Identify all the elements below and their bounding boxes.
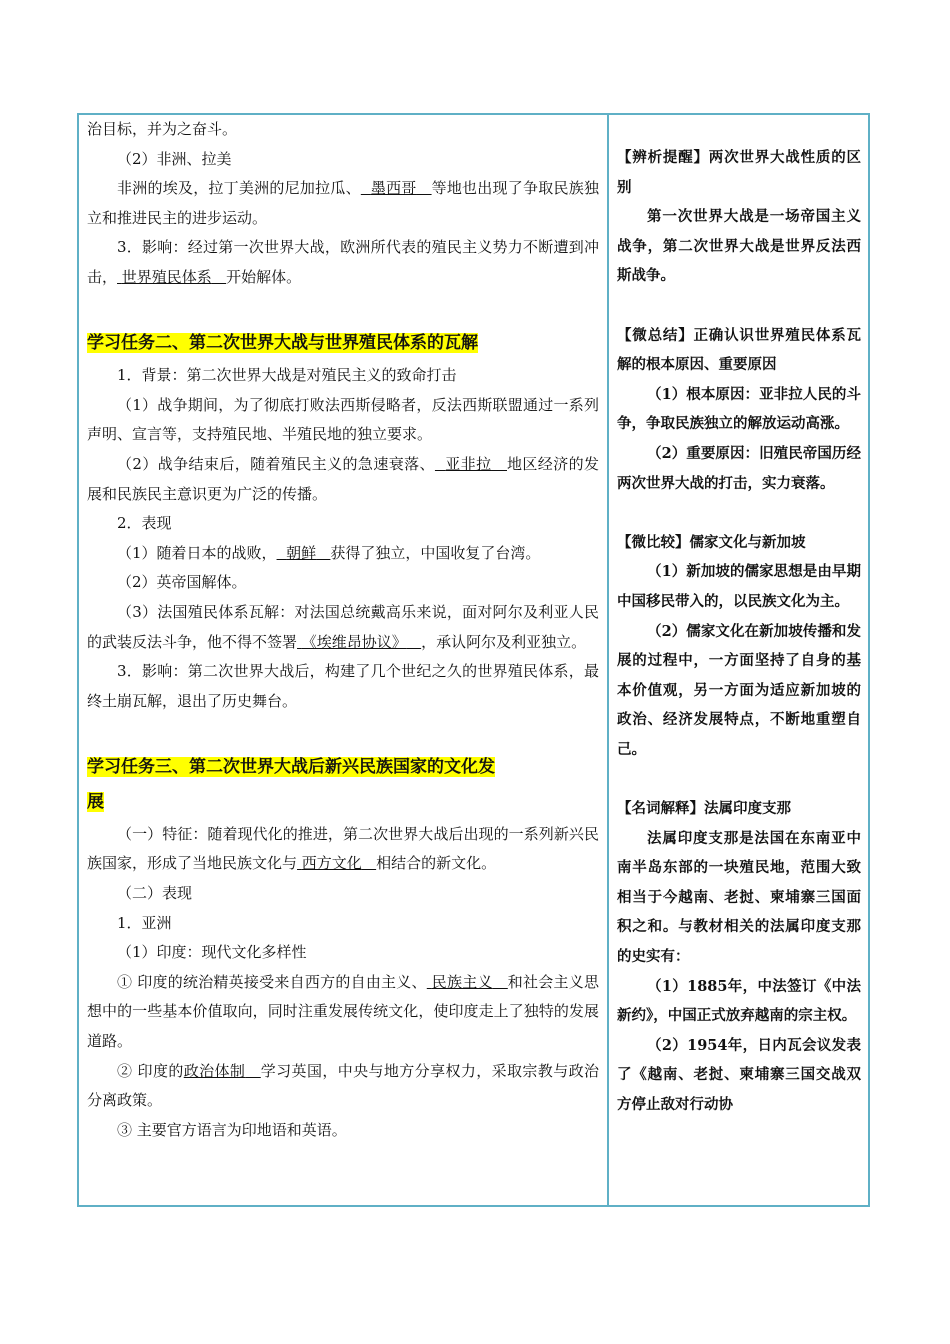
content-table [77, 113, 870, 1207]
note-body: 法属印度支那是法国在东南亚中南半岛东部的一块殖民地，范围大致相当于今越南、老挝、柬埔寨三国面积之和。与教材相关的法属印度支那的史实有： [617, 829, 861, 966]
note-body: （1）新加坡的儒家思想是由早期中国移民带入的，以民族文化为主。 [617, 563, 861, 610]
answer-blank: 亚非拉 [445, 454, 492, 473]
answer-blank: 《埃维昂协议》 [301, 632, 407, 651]
spacer [617, 764, 861, 794]
answer-blank: 墨西哥 [370, 179, 417, 198]
answer-blank: 西方文化 [301, 854, 362, 873]
task-heading: 学习任务二、第二次世界大战与世界殖民体系的瓦解 [87, 333, 478, 354]
subheading-africa: （2）非洲、拉美 [117, 149, 232, 168]
spacer [87, 716, 599, 746]
note-body: （2）重要原因：旧殖民帝国历经两次世界大战的打击，实力衰落。 [617, 444, 861, 492]
paragraph: （3）法国殖民体系瓦解：对法国总统戴高乐来说，面对阿尔及利亚人民的武装反法斗争，他不得不签署 《埃维昂协议》 ，承认阿尔及利亚独立。 [87, 602, 599, 651]
paragraph: 3．影响：第二次世界大战后，构建了几个世纪之久的世界殖民体系，最终土崩瓦解，退出了历史舞台。 [87, 662, 599, 710]
task-heading-cont: 展 [87, 791, 104, 812]
spacer [617, 498, 861, 528]
paragraph: （一）特征：随着现代化的推进，第二次世界大战后出现的一系列新兴民族国家，形成了当地民族文化与 西方文化 相结合的新文化。 [87, 824, 599, 873]
note-title: 【名词解释】法属印度支那 [617, 800, 791, 818]
note-body: （2）1954年，日内瓦会议发表了《越南、老挝、柬埔寨三国交战双方停止敌对行动协 [617, 1036, 861, 1113]
note-title: 【辨析提醒】两次世界大战性质的区别 [617, 149, 861, 196]
answer-blank: 民族主义 [431, 972, 493, 991]
main-column [87, 115, 599, 1145]
column-divider [607, 115, 609, 1205]
paragraph: ② 印度的政治体制 学习英国，中央与地方分享权力，采取宗教与政治分离政策。 [87, 1061, 599, 1110]
paragraph: ③ 主要官方语言为印地语和英语。 [117, 1120, 347, 1139]
paragraph: 2．表现 [117, 514, 172, 533]
spacer [617, 291, 861, 321]
paragraph: ① 印度的统治精英接受来自西方的自由主义、 民族主义 和社会主义思想中的一些基本价值取向，同时注重发展传统文化，使印度走上了独特的发展道路。 [87, 972, 599, 1051]
sidebar-notes [617, 143, 861, 1120]
note-body: （1）1885年，中法签订《中法新约》，中国正式放弃越南的宗主权。 [617, 977, 861, 1025]
paragraph: 非洲的埃及，拉丁美洲的尼加拉瓜、 墨西哥 等地也出现了争取民族独立和推进民主的进步运动。 [87, 179, 599, 227]
paragraph: 1．背景：第二次世界大战是对殖民主义的致命打击 [117, 366, 457, 385]
paragraph: （2）英帝国解体。 [117, 573, 247, 592]
paragraph: 治目标，并为之奋斗。 [87, 120, 238, 138]
answer-blank: 朝鲜 [286, 543, 317, 562]
answer-blank: 政治体制 [183, 1061, 246, 1080]
paragraph: 1．亚洲 [117, 913, 172, 932]
answer-blank: 世界殖民体系 [121, 267, 212, 286]
paragraph: 3．影响：经过第一次世界大战，欧洲所代表的殖民主义势力不断遭到冲击， 世界殖民体系 开始解体。 [87, 238, 599, 286]
note-body: 第一次世界大战是一场帝国主义战争，第二次世界大战是世界反法西斯战争。 [617, 208, 861, 285]
note-title: 【微总结】正确认识世界殖民体系瓦解的根本原因、重要原因 [617, 326, 861, 374]
note-body: （2）儒家文化在新加坡传播和发展的过程中，一方面坚持了自身的基本价值观，另一方面为适应新加坡的政治、经济发展特点，不断地重塑自己。 [617, 622, 861, 758]
paragraph: （1）战争期间，为了彻底打败法西斯侵略者，反法西斯联盟通过一系列声明、宣言等，支持殖民地、半殖民地的独立要求。 [87, 395, 599, 444]
note-body: （1）根本原因：亚非拉人民的斗争，争取民族独立的解放运动高涨。 [617, 385, 861, 433]
spacer [87, 293, 599, 323]
note-title: 【微比较】儒家文化与新加坡 [617, 533, 806, 551]
paragraph: （2）战争结束后，随着殖民主义的急速衰落、 亚非拉 地区经济的发展和民族民主意识更为广泛的传播。 [87, 454, 599, 503]
task-heading: 学习任务三、第二次世界大战后新兴民族国家的文化发 [87, 756, 495, 777]
paragraph: （1）印度：现代文化多样性 [117, 943, 307, 962]
paragraph: （1）随着日本的战败， 朝鲜 获得了独立，中国收复了台湾。 [117, 543, 541, 562]
paragraph: （二）表现 [117, 884, 193, 903]
